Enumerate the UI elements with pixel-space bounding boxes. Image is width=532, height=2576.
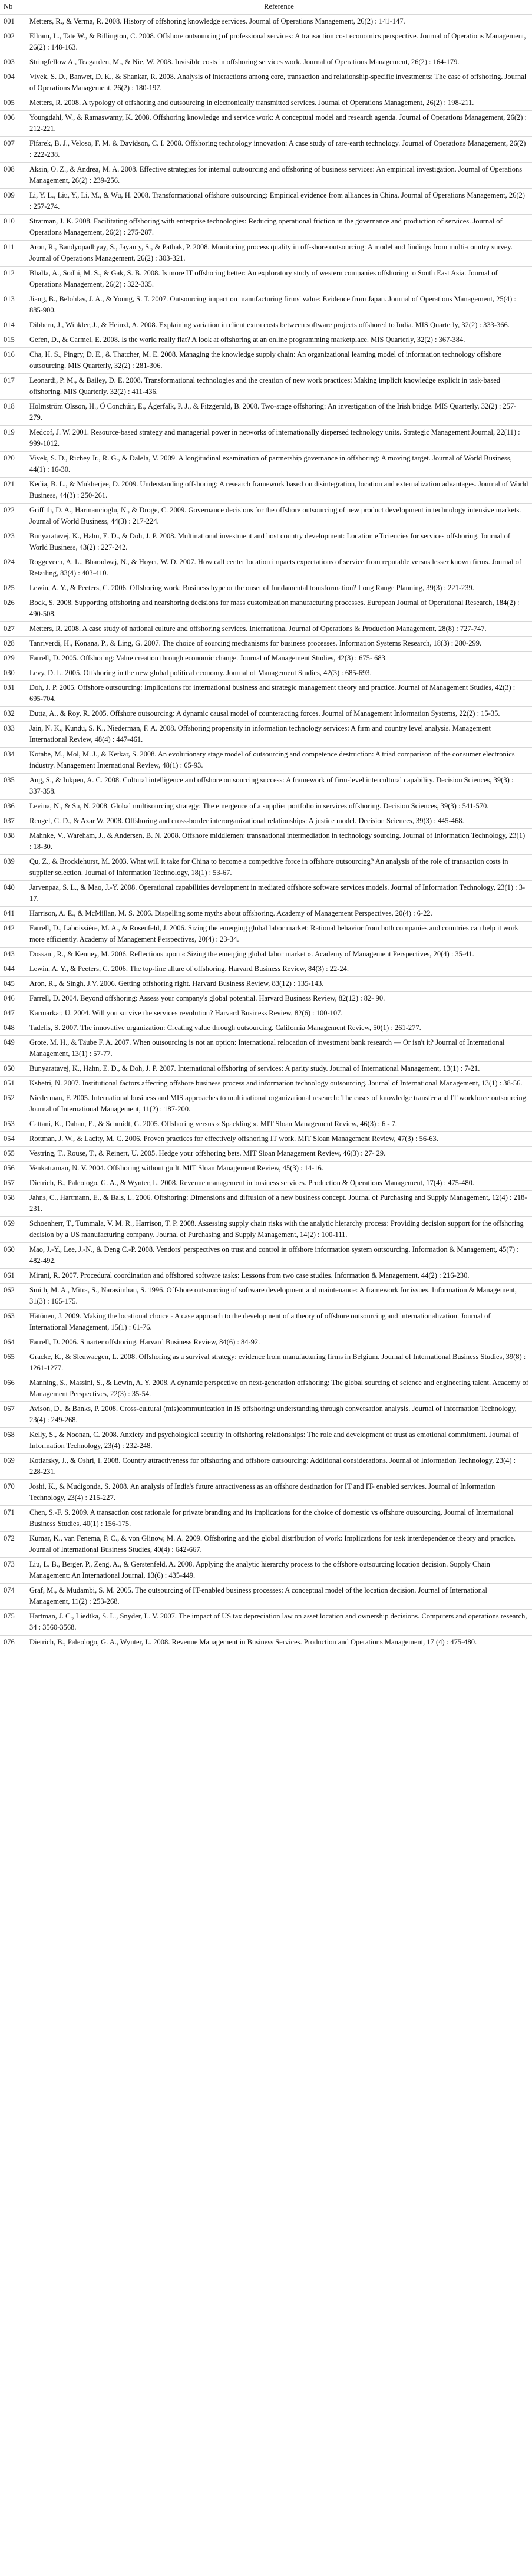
reference-number: 059: [0, 1217, 26, 1243]
reference-number: 058: [0, 1191, 26, 1217]
table-row: [0, 622, 532, 637]
table-row: [0, 1077, 532, 1091]
reference-number: 016: [0, 348, 26, 374]
reference-number: 010: [0, 215, 26, 241]
reference-number: 011: [0, 241, 26, 267]
reference-number: 066: [0, 1376, 26, 1402]
reference-number: 033: [0, 722, 26, 748]
reference-citation: Hätönen, J. 2009. Making the locational choice - A case approach to the development of a theory of offshore outsourcing and internationalization. Journal of International Management, 15(1) : 61-76.: [26, 1310, 532, 1335]
reference-citation: Dossani, R., & Kenney, M. 2006. Reflections upon « Sizing the emerging global labor market ». Academy of Management Perspectives, 20(4) : 35-41.: [26, 948, 532, 962]
reference-citation: Kshetri, N. 2007. Institutional factors affecting offshore business process and information technology outsourcing. Journal of International Management, 13(1) : 38-56.: [26, 1077, 532, 1091]
reference-number: 067: [0, 1402, 26, 1428]
reference-number: 053: [0, 1117, 26, 1132]
table-row: [0, 922, 532, 948]
reference-citation: Vivek, S. D., Richey Jr., R. G., & Dalela, V. 2009. A longitudinal examination of partnership governance in offshoring: A moving target. Journal of World Business, 44(1) : 16-30.: [26, 452, 532, 478]
reference-citation: Bunyaratavej, K., Hahn, E. D., & Doh, J. P. 2007. International offshoring of services: A parity study. Journal of International Management, 13(1) : 7-21.: [26, 1062, 532, 1077]
table-row: [0, 504, 532, 529]
reference-citation: Grote, M. H., & Täube F. A. 2007. When outsourcing is not an option: International relocation of investment bank research — Or isn't it? Journal of International Management, 13(1) : 57-77.: [26, 1036, 532, 1062]
reference-citation: Graf, M., & Mudambi, S. M. 2005. The outsourcing of IT-enabled business processes: A conceptual model of the location decision. Journal of International Management, 11(2) : 253-268.: [26, 1584, 532, 1610]
reference-number: 075: [0, 1610, 26, 1636]
table-row: [0, 426, 532, 452]
reference-number: 060: [0, 1243, 26, 1269]
reference-number: 065: [0, 1350, 26, 1376]
table-row: [0, 881, 532, 907]
table-row: [0, 1428, 532, 1454]
reference-number: 006: [0, 111, 26, 137]
reference-number: 047: [0, 1006, 26, 1021]
reference-number: 004: [0, 70, 26, 96]
reference-citation: Manning, S., Massini, S., & Lewin, A. Y. 2008. A dynamic perspective on next-generation offshoring: The global sourcing of science and engineering talent. Academy of Management Perspectives, 22(3) : 35-54.: [26, 1376, 532, 1402]
reference-citation: Kotabe, M., Mol, M. J., & Ketkar, S. 2008. An evolutionary stage model of outsourcing and competence destruction: A triad comparison of the consumer electronics industry. Management International Review, 48(1) : 65-93.: [26, 748, 532, 774]
table-row: [0, 681, 532, 707]
reference-number: 025: [0, 581, 26, 596]
reference-number: 024: [0, 555, 26, 581]
column-header-nb: Nb: [4, 2, 13, 11]
reference-number: 002: [0, 29, 26, 55]
table-row: [0, 1454, 532, 1480]
table-row: [0, 1402, 532, 1428]
reference-number: 035: [0, 774, 26, 800]
reference-number: 034: [0, 748, 26, 774]
reference-citation: Farrell, D. 2004. Beyond offshoring: Assess your company's global potential. Harvard Business Review, 82(12) : 82- 90.: [26, 992, 532, 1006]
table-row: [0, 1269, 532, 1284]
table-row: [0, 1376, 532, 1402]
table-row: [0, 1350, 532, 1376]
reference-number: 001: [0, 15, 26, 29]
reference-citation: Aron, R., & Singh, J.V. 2006. Getting offshoring right. Harvard Business Review, 83(12) : 135-143.: [26, 977, 532, 992]
table-row: [0, 992, 532, 1006]
table-row: [0, 348, 532, 374]
reference-citation: Avison, D., & Banks, P. 2008. Cross-cultural (mis)communication in IS offshoring: understanding through conversation analysis. Journal of Information Technology, 23(4) : 249-268.: [26, 1402, 532, 1428]
reference-citation: Stringfellow A., Teagarden, M., & Nie, W. 2008. Invisible costs in offshoring services work. Journal of Operations Management, 26(2) : 164-179.: [26, 55, 532, 70]
table-row: [0, 774, 532, 800]
reference-citation: Chen, S.-F. S. 2009. A transaction cost rationale for private branding and its implications for the choice of domestic vs offshore outsourcing. Journal of International Business Studies, 40(1) : 156-175.: [26, 1506, 532, 1532]
reference-number: 022: [0, 504, 26, 529]
table-row: [0, 452, 532, 478]
reference-citation: Metters, R., & Verma, R. 2008. History of offshoring knowledge services. Journal of Operations Management, 26(2) : 141-147.: [26, 15, 532, 29]
reference-citation: Jain, N. K., Kundu, S. K., Niederman, F. A. 2008. Offshoring propensity in information technology services: A firm and country level analysis. Management International Review, 48(4) : 447-461.: [26, 722, 532, 748]
reference-citation: Leonardi, P. M., & Bailey, D. E. 2008. Transformational technologies and the creation of new work practices: Making implicit knowledge explicit in task-based offshoring. MIS Quarterly, 32(2) : 411-436.: [26, 374, 532, 400]
table-row: [0, 707, 532, 722]
reference-number: 020: [0, 452, 26, 478]
reference-number: 007: [0, 137, 26, 163]
reference-citation: Jiang, B., Belohlav, J. A., & Young, S. T. 2007. Outsourcing impact on manufacturing firms' value: Evidence from Japan. Journal of Operations Management, 25(4) : 885-900.: [26, 292, 532, 318]
table-row: [0, 962, 532, 977]
reference-number: 017: [0, 374, 26, 400]
table-row: [0, 333, 532, 348]
table-row: [0, 1480, 532, 1506]
reference-number: 021: [0, 478, 26, 504]
table-row: [0, 666, 532, 681]
reference-number: 023: [0, 529, 26, 555]
reference-citation: Metters, R. 2008. A typology of offshoring and outsourcing in electronically transmitted services. Journal of Operations Management, 26(2) : 198-211.: [26, 96, 532, 111]
reference-number: 048: [0, 1021, 26, 1036]
reference-citation: Jahns, C., Hartmann, E., & Bals, L. 2006. Offshoring: Dimensions and diffusion of a new business concept. Journal of Purchasing and Supply Management, 12(4) : 218-231.: [26, 1191, 532, 1217]
table-row: [0, 318, 532, 333]
reference-number: 019: [0, 426, 26, 452]
reference-citation: Doh, J. P. 2005. Offshore outsourcing: Implications for international business and strategic management theory and practice. Journal of Management Studies, 42(3) : 695-704.: [26, 681, 532, 707]
reference-number: 032: [0, 707, 26, 722]
reference-number: 041: [0, 907, 26, 922]
table-row: [0, 189, 532, 215]
reference-citation: Tadelis, S. 2007. The innovative organization: Creating value through outsourcing. California Management Review, 50(1) : 261-277.: [26, 1021, 532, 1036]
reference-number: 026: [0, 596, 26, 622]
reference-number: 009: [0, 189, 26, 215]
reference-citation: Kotlarsky, J., & Oshri, I. 2008. Country attractiveness for offshoring and offshore outsourcing: Additional considerations. Journal of Information Technology, 23(4) : 228-231.: [26, 1454, 532, 1480]
reference-citation: Ang, S., & Inkpen, A. C. 2008. Cultural intelligence and offshore outsourcing success: A framework of firm-level intercultural capability. Decision Sciences, 39(3) : 337-358.: [26, 774, 532, 800]
reference-number: 064: [0, 1335, 26, 1350]
reference-citation: Vestring, T., Rouse, T., & Reinert, U. 2005. Hedge your offshoring bets. MIT Sloan Management Review, 46(3) : 27- 29.: [26, 1147, 532, 1162]
table-row: [0, 1335, 532, 1350]
reference-citation: Schoenherr, T., Tummala, V. M. R., Harrison, T. P. 2008. Assessing supply chain risks with the analytic hierarchy process: Providing decision support for the offshoring decision by a US manufacturing company. Journal of Purchasing and Supply Management, 14(2) : 100-111.: [26, 1217, 532, 1243]
table-row: [0, 748, 532, 774]
reference-citation: Hartman, J. C., Liedtka, S. L., Snyder, L. V. 2007. The impact of US tax depreciation law on asset location and ownership decisions. Computers and operations research, 34 : 3560-3568.: [26, 1610, 532, 1636]
table-row: [0, 1091, 532, 1117]
table-row: [0, 722, 532, 748]
table-row: [0, 1610, 532, 1636]
reference-number: 015: [0, 333, 26, 348]
reference-citation: Liu, L. B., Berger, P., Zeng, A., & Gerstenfeld, A. 2008. Applying the analytic hierarchy process to the offshore outsourcing location decision. Supply Chain Management: An International Journal, 13(6) : 435-449.: [26, 1558, 532, 1584]
reference-citation: Metters, R. 2008. A case study of national culture and offshoring services. International Journal of Operations & Production Management, 28(8) : 727-747.: [26, 622, 532, 637]
reference-citation: Bock, S. 2008. Supporting offshoring and nearshoring decisions for mass customization manufacturing processes. European Journal of Operational Research, 184(2) : 490-508.: [26, 596, 532, 622]
reference-number: 044: [0, 962, 26, 977]
table-row: [0, 1132, 532, 1147]
table-row: [0, 1062, 532, 1077]
reference-citation: Joshi, K., & Mudigonda, S. 2008. An analysis of India's future attractiveness as an offshore destination for IT and IT- enabled services. Journal of Information Technology, 23(4) : 215-227.: [26, 1480, 532, 1506]
table-row: [0, 800, 532, 814]
table-row: [0, 215, 532, 241]
table-row: [0, 977, 532, 992]
table-row: [0, 855, 532, 881]
table-row: [0, 478, 532, 504]
reference-number: 036: [0, 800, 26, 814]
reference-citation: Levina, N., & Su, N. 2008. Global multisourcing strategy: The emergence of a supplier portfolio in services offshoring. Decision Sciences, 39(3) : 541-570.: [26, 800, 532, 814]
table-row: [0, 1310, 532, 1335]
reference-citation: Cha, H. S., Pingry, D. E., & Thatcher, M. E. 2008. Managing the knowledge supply chain: An organizational learning model of information technology offshore outsourcing. MIS Quarterly, 32(2) : 281-306.: [26, 348, 532, 374]
reference-number: 071: [0, 1506, 26, 1532]
table-row: [0, 163, 532, 189]
reference-number: 012: [0, 267, 26, 292]
table-row: [0, 1217, 532, 1243]
table-row: [0, 596, 532, 622]
reference-number: 013: [0, 292, 26, 318]
reference-citation: Aron, R., Bandyopadhyay, S., Jayanty, S., & Pathak, P. 2008. Monitoring process quality in off-shore outsourcing: A model and findings from multi-country survey. Journal of Operations Management, 26(2) : 303-321.: [26, 241, 532, 267]
table-row: [0, 1036, 532, 1062]
reference-number: 070: [0, 1480, 26, 1506]
table-row: [0, 1176, 532, 1191]
reference-number: 027: [0, 622, 26, 637]
reference-citation: Kedia, B. L., & Mukherjee, D. 2009. Understanding offshoring: A research framework based on disintegration, location and externalization advantages. Journal of World Business, 44(3) : 250-261.: [26, 478, 532, 504]
reference-number: 045: [0, 977, 26, 992]
reference-citation: Aksin, O. Z., & Andrea, M. A. 2008. Effective strategies for internal outsourcing and offshoring of business services: An empirical investigation. Journal of Operations Management, 26(2) : 239-256.: [26, 163, 532, 189]
table-row: [0, 555, 532, 581]
reference-number: 057: [0, 1176, 26, 1191]
reference-citation: Qu, Z., & Brocklehurst, M. 2003. What will it take for China to become a competitive force in offshore outsourcing? An analysis of the role of transaction costs in supplier selection. Journal of Information Technology, 18(1) : 53-67.: [26, 855, 532, 881]
table-row: [0, 267, 532, 292]
reference-citation: Dietrich, B., Paleologo, G. A., & Wynter, L. 2008. Revenue management in business services. Production & Operations Management, 17(4) : 475-480.: [26, 1176, 532, 1191]
reference-number: 008: [0, 163, 26, 189]
reference-citation: Fifarek, B. J., Veloso, F. M. & Davidson, C. I. 2008. Offshoring technology innovation: A case study of rare-earth technology. Journal of Operations Management, 26(2) : 222-238.: [26, 137, 532, 163]
reference-citation: Bhalla, A., Sodhi, M. S., & Gak, S. B. 2008. Is more IT offshoring better: An exploratory study of western companies offshoring to South East Asia. Journal of Operations Management, 26(2) : 322-335.: [26, 267, 532, 292]
table-row: [0, 292, 532, 318]
reference-number: 055: [0, 1147, 26, 1162]
reference-citation: Jarvenpaa, S. L., & Mao, J.-Y. 2008. Operational capabilities development in mediated offshore software services models. Journal of Information Technology, 23(1) : 3-17.: [26, 881, 532, 907]
table-row: [0, 55, 532, 70]
reference-citation: Smith, M. A., Mitra, S., Narasimhan, S. 1996. Offshore outsourcing of software development and maintenance: A framework for issues. Information & Management, 31(3) : 165-175.: [26, 1284, 532, 1310]
reference-number: 040: [0, 881, 26, 907]
reference-number: 043: [0, 948, 26, 962]
reference-number: 051: [0, 1077, 26, 1091]
reference-citation: Dibbern, J., Winkler, J., & Heinzl, A. 2008. Explaining variation in client extra costs between software projects offshored to India. MIS Quarterly, 32(2) : 333-366.: [26, 318, 532, 333]
reference-number: 076: [0, 1636, 26, 1650]
reference-number: 054: [0, 1132, 26, 1147]
reference-number: 068: [0, 1428, 26, 1454]
reference-citation: Roggeveen, A. L., Bharadwaj, N., & Hoyer, W. D. 2007. How call center location impacts expectations of service from reputable versus lesser known firms. Journal of Retailing, 83(4) : 403-410.: [26, 555, 532, 581]
table-header-row: [0, 0, 532, 15]
reference-citation: Farrell, D. 2006. Smarter offshoring. Harvard Business Review, 84(6) : 84-92.: [26, 1335, 532, 1350]
table-row: [0, 581, 532, 596]
reference-citation: Kumar, K., van Fenema, P. C., & von Glinow, M. A. 2009. Offshoring and the global distribution of work: Implications for task interdependence theory and practice. Journal of International Business Studies, 40(4) : 642-667.: [26, 1532, 532, 1558]
table-row: [0, 374, 532, 400]
table-row: [0, 814, 532, 829]
reference-citation: Levy, D. L. 2005. Offshoring in the new global political economy. Journal of Management Studies, 42(3) : 685-693.: [26, 666, 532, 681]
reference-citation: Bunyaratavej, K., Hahn, E. D., & Doh, J. P. 2008. Multinational investment and host country development: Location efficiencies for services offshoring. Journal of World Business, 43(2) : 227-242.: [26, 529, 532, 555]
reference-citation: Vivek, S. D., Banwet, D. K., & Shankar, R. 2008. Analysis of interactions among core, transaction and relationship-specific investments: The case of offshoring. Journal of Operations Management, 26(2) : 180-197.: [26, 70, 532, 96]
table-row: [0, 529, 532, 555]
reference-number: 056: [0, 1162, 26, 1176]
table-row: [0, 1584, 532, 1610]
reference-citation: Farrell, D., Laboissière, M. A., & Rosenfeld, J. 2006. Sizing the emerging global labor market: Rational behavior from both companies and countries can help it work more efficiently. Academy of Management Perspectives, 20(4) : 23-34.: [26, 922, 532, 948]
reference-number: 074: [0, 1584, 26, 1610]
reference-number: 062: [0, 1284, 26, 1310]
reference-citation: Gefen, D., & Carmel, E. 2008. Is the world really flat? A look at offshoring at an online programming marketplace. MIS Quarterly, 32(2) : 367-384.: [26, 333, 532, 348]
reference-number: 031: [0, 681, 26, 707]
reference-number: 042: [0, 922, 26, 948]
reference-number: 072: [0, 1532, 26, 1558]
reference-citation: Dutta, A., & Roy, R. 2005. Offshore outsourcing: A dynamic causal model of counteracting forces. Journal of Management Information Systems, 22(2) : 15-35.: [26, 707, 532, 722]
reference-citation: Karmarkar, U. 2004. Will you survive the services revolution? Harvard Business Review, 82(6) : 100-107.: [26, 1006, 532, 1021]
reference-citation: Ellram, L., Tate W., & Billington, C. 2008. Offshore outsourcing of professional services: A transaction cost economics perspective. Journal of Operations Management, 26(2) : 148-163.: [26, 29, 532, 55]
reference-number: 069: [0, 1454, 26, 1480]
references-table-body: [0, 15, 532, 1650]
reference-number: 028: [0, 637, 26, 652]
reference-citation: Mirani, R. 2007. Procedural coordination and offshored software tasks: Lessons from two case studies. Information & Management, 44(2) : 216-230.: [26, 1269, 532, 1284]
reference-number: 050: [0, 1062, 26, 1077]
table-row: [0, 111, 532, 137]
reference-number: 037: [0, 814, 26, 829]
table-row: [0, 1636, 532, 1650]
table-row: [0, 637, 532, 652]
reference-citation: Lewin, A. Y., & Peeters, C. 2006. Offshoring work: Business hype or the onset of fundamental transformation? Long Range Planning, 39(3) : 221-239.: [26, 581, 532, 596]
reference-number: 052: [0, 1091, 26, 1117]
table-row: [0, 1532, 532, 1558]
reference-citation: Holmström Olsson, H., Ó Conchúir, E., Ågerfalk, P. J., & Fitzgerald, B. 2008. Two-stage offshoring: An investigation of the Irish bridge. MIS Quarterly, 32(2) : 257-279.: [26, 400, 532, 426]
reference-number: 038: [0, 829, 26, 855]
reference-number: 018: [0, 400, 26, 426]
reference-citation: Rottman, J. W., & Lacity, M. C. 2006. Proven practices for effectively offshoring IT work. MIT Sloan Management Review, 47(3) : 56-63.: [26, 1132, 532, 1147]
reference-number: 046: [0, 992, 26, 1006]
table-row: [0, 1162, 532, 1176]
reference-citation: Mao, J.-Y., Lee, J.-N., & Deng C.-P. 2008. Vendors' perspectives on trust and control in offshore information system outsourcing. Information & Management, 45(7) : 482-492.: [26, 1243, 532, 1269]
table-row: [0, 1558, 532, 1584]
reference-number: 014: [0, 318, 26, 333]
reference-citation: Dietrich, B., Paleologo, G. A., Wynter, L. 2008. Revenue Management in Business Services. Production and Operations Management, 17 (4) : 475-480.: [26, 1636, 532, 1650]
reference-citation: Harrison, A. E., & McMillan, M. S. 2006. Dispelling some myths about offshoring. Academy of Management Perspectives, 20(4) : 6-22.: [26, 907, 532, 922]
reference-citation: Stratman, J. K. 2008. Facilitating offshoring with enterprise technologies: Reducing operational friction in the governance and production of services. Journal of Operations Management, 26(2) : 275-287.: [26, 215, 532, 241]
reference-number: 030: [0, 666, 26, 681]
reference-number: 061: [0, 1269, 26, 1284]
reference-number: 005: [0, 96, 26, 111]
reference-citation: Cattani, K., Dahan, E., & Schmidt, G. 2005. Offshoring versus « Spackling ». MIT Sloan Management Review, 46(3) : 6 - 7.: [26, 1117, 532, 1132]
table-row: [0, 15, 532, 29]
reference-citation: Venkatraman, N. V. 2004. Offshoring without guilt. MIT Sloan Management Review, 45(3) : 14-16.: [26, 1162, 532, 1176]
reference-number: 039: [0, 855, 26, 881]
reference-citation: Lewin, A. Y., & Peeters, C. 2006. The top-line allure of offshoring. Harvard Business Review, 84(3) : 22-24.: [26, 962, 532, 977]
reference-citation: Farrell, D. 2005. Offshoring: Value creation through economic change. Journal of Management Studies, 42(3) : 675- 683.: [26, 652, 532, 666]
table-row: [0, 137, 532, 163]
reference-number: 003: [0, 55, 26, 70]
table-row: [0, 1147, 532, 1162]
reference-citation: Mahnke, V., Wareham, J., & Andersen, B. N. 2008. Offshore middlemen: transnational intermediation in technology sourcing. Journal of Information Technology, 23(1) : 18-30.: [26, 829, 532, 855]
reference-number: 029: [0, 652, 26, 666]
table-row: [0, 241, 532, 267]
reference-citation: Tanriverdi, H., Konana, P., & Ling, G. 2007. The choice of sourcing mechanisms for business processes. Information Systems Research, 18(3) : 280-299.: [26, 637, 532, 652]
column-header-reference: Reference: [264, 2, 294, 11]
table-row: [0, 70, 532, 96]
reference-citation: Niederman, F. 2005. International business and MIS approaches to multinational organizational research: The cases of knowledge transfer and IT workforce outsourcing. Journal of International Management, 11(2) : 187-200.: [26, 1091, 532, 1117]
table-row: [0, 400, 532, 426]
reference-citation: Medcof, J. W. 2001. Resource-based strategy and managerial power in networks of internationally dispersed technology units. Strategic Management Journal, 22(11) : 999-1012.: [26, 426, 532, 452]
reference-citation: Youngdahl, W., & Ramaswamy, K. 2008. Offshoring knowledge and service work: A conceptual model and research agenda. Journal of Operations Management, 26(2) : 212-221.: [26, 111, 532, 137]
reference-number: 063: [0, 1310, 26, 1335]
reference-number: 073: [0, 1558, 26, 1584]
table-row: [0, 829, 532, 855]
table-row: [0, 29, 532, 55]
table-row: [0, 96, 532, 111]
table-row: [0, 907, 532, 922]
table-row: [0, 1243, 532, 1269]
table-row: [0, 652, 532, 666]
reference-citation: Kelly, S., & Noonan, C. 2008. Anxiety and psychological security in offshoring relationships: The role and development of trust as emotional commitment. Journal of Information Technology, 23(4) : 232-248.: [26, 1428, 532, 1454]
table-row: [0, 1191, 532, 1217]
reference-citation: Rengel, C. D., & Azar W. 2008. Offshoring and cross-border interorganizational relationships: A justice model. Decision Sciences, 39(3) : 445-468.: [26, 814, 532, 829]
table-row: [0, 1006, 532, 1021]
reference-citation: Li, Y. L., Liu, Y., Li, M., & Wu, H. 2008. Transformational offshore outsourcing: Empirical evidence from alliances in China. Journal of Operations Management, 26(2) : 257-274.: [26, 189, 532, 215]
table-row: [0, 1117, 532, 1132]
reference-citation: Gracke, K., & Sleuwaegen, L. 2008. Offshoring as a survival strategy: evidence from manufacturing firms in Belgium. Journal of International Business Studies, 39(8) : 1261-1277.: [26, 1350, 532, 1376]
table-row: [0, 1506, 532, 1532]
table-row: [0, 948, 532, 962]
table-row: [0, 1021, 532, 1036]
reference-number: 049: [0, 1036, 26, 1062]
table-row: [0, 1284, 532, 1310]
reference-citation: Griffith, D. A., Harmancioglu, N., & Droge, C. 2009. Governance decisions for the offshore outsourcing of new product development in technology intensive markets. Journal of World Business, 44(3) : 217-224.: [26, 504, 532, 529]
